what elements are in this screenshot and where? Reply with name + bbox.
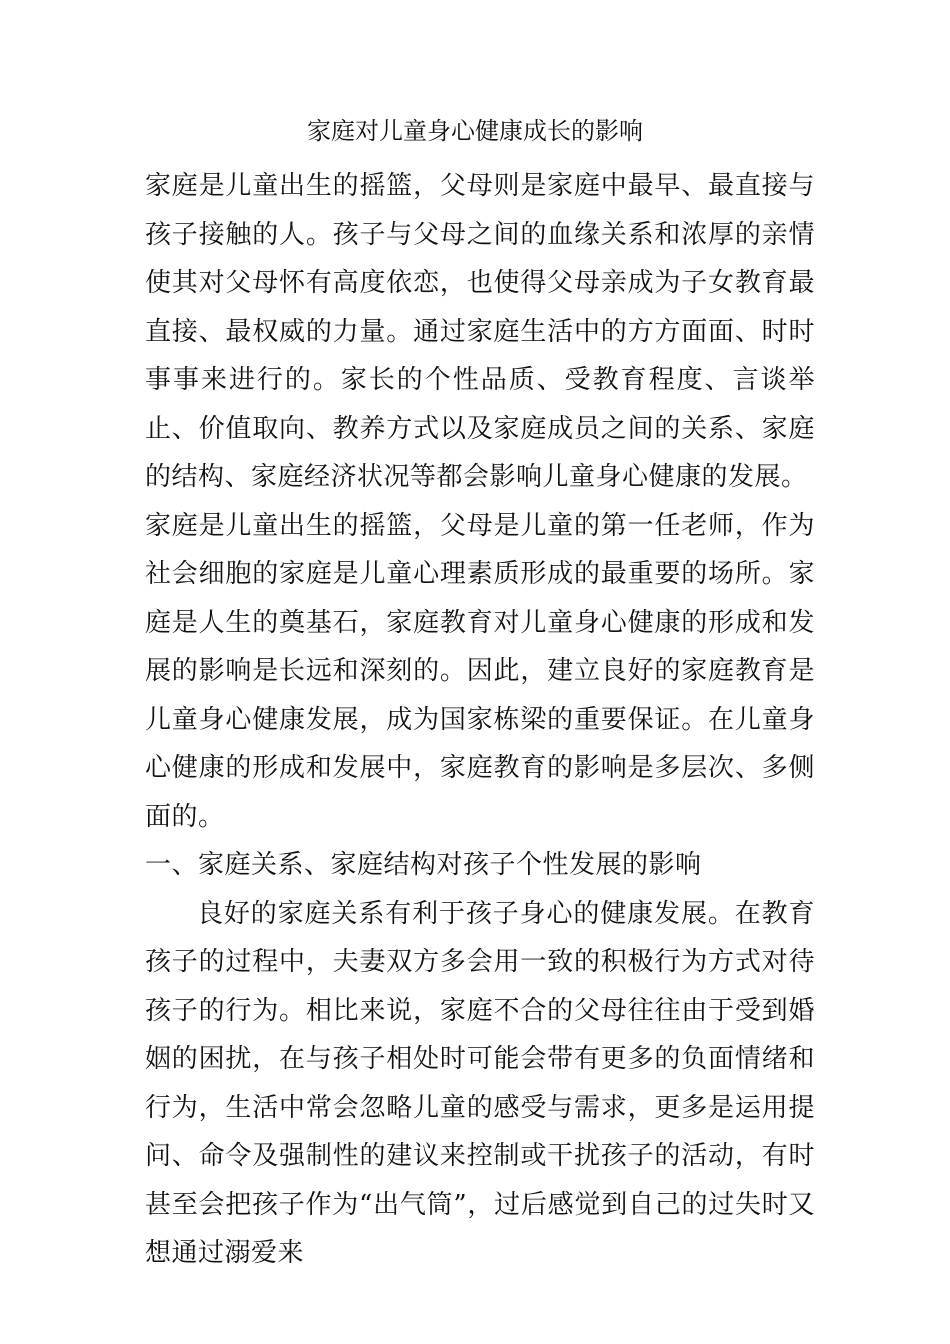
paragraph-1: 家庭是儿童出生的摇篮，父母则是家庭中最早、最直接与孩子接触的人。孩子与父母之间的血缘关系和浓厚的亲情使其对父母怀有高度依恋，也使得父母亲成为子女教育最直接、最权威的力量。通过家庭生活中的方方面面、时时事事来进行的。家长的个性品质、受教育程度、言谈举止、价值取向、教养方式以及家庭成员之间的关系、家庭的结构、家庭经济状况等都会影响儿童身心健康的发展。 <box>145 171 815 492</box>
section-paragraph: 良好的家庭关系有利于孩子身心的健康发展。在教育孩子的过程中，夫妻双方多会用一致的积极行为方式对待孩子的行为。相比来说，家庭不合的父母往往由于受到婚姻的困扰，在与孩子相处时可能会带有更多的负面情绪和行为，生活中常会忽略儿童的感受与需求，更多是运用提问、命令及强制性的建议来控制或干扰孩子的活动，有时甚至会把孩子作为“出气筒”，过后感觉到自己的过失时又想通过溺爱来 <box>145 898 815 1268</box>
paragraph-2: 家庭是儿童出生的摇篮，父母是儿童的第一任老师，作为社会细胞的家庭是儿童心理素质形成的最重要的场所。家庭是人生的奠基石，家庭教育对儿童身心健康的形成和发展的影响是长远和深刻的。因此，建立良好的家庭教育是儿童身心健康发展，成为国家栋梁的重要保证。在儿童身心健康的形成和发展中，家庭教育的影响是多层次、多侧面的。 <box>145 510 815 832</box>
section-heading: 一、家庭关系、家庭结构对孩子个性发展的影响 <box>145 850 702 880</box>
document-body <box>145 162 815 1278</box>
document-title: 家庭对儿童身心健康成长的影响 <box>307 117 643 145</box>
